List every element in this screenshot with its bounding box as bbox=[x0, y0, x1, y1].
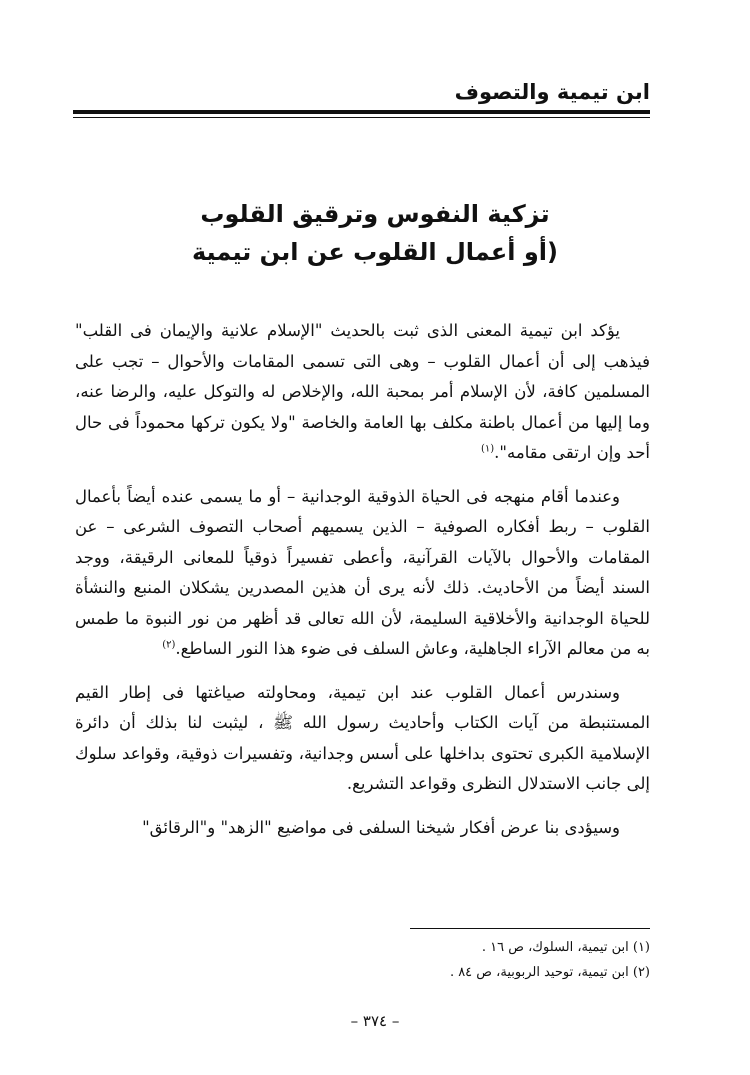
paragraph-text: وسيؤدى بنا عرض أفكار شيخنا السلفى فى مواضيع "الزهد" و"الرقائق" bbox=[142, 817, 620, 837]
body-text bbox=[75, 316, 650, 856]
paragraph bbox=[75, 316, 650, 469]
chapter-title-line2: (أو أعمال القلوب عن ابن تيمية bbox=[192, 238, 558, 266]
paragraph bbox=[75, 813, 650, 844]
footnote-2: (٢) ابن تيمية، توحيد الربوبية، ص ٨٤ . bbox=[449, 965, 650, 980]
paragraph-text: وسندرس أعمال القلوب عند ابن تيمية، ومحاولته صياغتها فى إطار القيم المستنبطة من آيات الكتاب وأحاديث رسول الله ﷺ ، ليثبت لنا بذلك أن دائرة الإسلامية الكبرى تحتوى بداخلها على أسس وجدانية، وتفسيرات ذوقية، وقواعد سلوك إلى جانب الاستدلال النظرى وقواعد التشريع. bbox=[75, 682, 650, 793]
footnote-separator bbox=[410, 928, 650, 929]
footnote-marker: (٢) bbox=[162, 639, 176, 651]
running-header: ابن تيمية والتصوف bbox=[454, 80, 650, 104]
paragraph-text: وعندما أقام منهجه فى الحياة الذوقية الوجدانية – أو ما يسمى عنده أيضاً بأعمال القلوب – ربط أفكاره الصوفية – الذين يسميهم أصحاب التصوف الشرعى – عن المقامات والأحوال بالآيات القرآنية، وأعطى تفسيراً ذوقياً للمعانى الرقيقة، ووجد السند أيضاً من الأحاديث. ذلك لأنه يرى أن هذين المصدرين يشكلان المنبع والنشأة للحياة الوجدانية والأخلاقية السليمة، لأن الله تعالى قد أظهر من نور النبوة ما طمس به من معالم الآراء الجاهلية، وعاش السلف فى ضوء هذا النور الساطع. bbox=[75, 486, 650, 658]
header-rule-thick bbox=[73, 110, 650, 114]
paragraph-text: يؤكد ابن تيمية المعنى الذى ثبت بالحديث "الإسلام علانية والإيمان فى القلب" فيذهب إلى أن أعمال القلوب – وهى التى تسمى المقامات والأحوال – تجب على المسلمين كافة، لأن الإسلام أمر بمحبة الله، والإخلاص له والتوكل عليه، والرضا عنه، وما إليها من أعمال باطنة مكلف بها العامة والخاصة "ولا يكون تركها محموداً فى حال أحد وإن ارتقى مقامه". bbox=[75, 321, 650, 462]
footnotes bbox=[350, 935, 650, 985]
header-rule-thin bbox=[73, 117, 650, 118]
paragraph bbox=[75, 678, 650, 800]
paragraph bbox=[75, 482, 650, 665]
footnote-1: (١) ابن تيمية، السلوك، ص ١٦ . bbox=[481, 940, 650, 955]
page-number: – ٣٧٤ – bbox=[350, 1012, 400, 1030]
footnote-marker: (١) bbox=[480, 443, 495, 455]
chapter-title-line1: تزكية النفوس وترقيق القلوب bbox=[200, 200, 550, 228]
